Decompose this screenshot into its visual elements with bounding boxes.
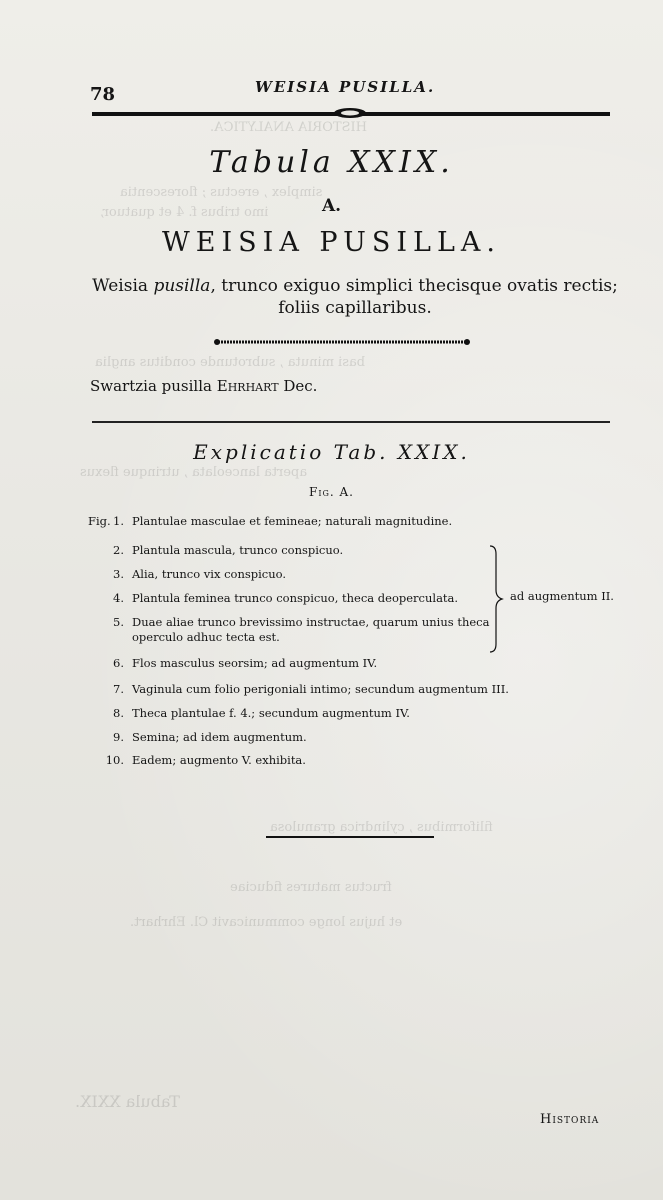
diagnosis-text-line1: , trunco exiguo simplici thecisque ovatis rectis;: [210, 276, 618, 296]
legend-number: 7.: [113, 682, 124, 696]
legend-text: Plantulae masculae et femineae; naturali magnitudine.: [132, 514, 453, 528]
explicatio-title: Explicatio Tab. XXIX.: [193, 440, 470, 464]
legend-number: 6.: [113, 656, 124, 670]
legend-number: 2.: [113, 543, 124, 557]
diagnosis-genus: Weisia: [92, 276, 149, 296]
show-through-text: filiformibus , cylindrica granulosa: [270, 820, 493, 835]
legend-text: Plantula mascula, trunco conspicuo.: [132, 543, 344, 557]
legend-text: operculo adhuc tecta est.: [132, 630, 280, 644]
closing-rule: [266, 836, 434, 838]
synonym-line: [90, 377, 317, 395]
legend-number: 4.: [113, 591, 124, 605]
species-diagnosis: [90, 275, 620, 319]
plate-title: Tabula XXIX.: [209, 145, 454, 180]
catchword: Historia: [540, 1112, 600, 1127]
show-through-text: imo tribus f. 4 et quatuor,: [100, 205, 269, 220]
show-through-text: basi minuta , subrotunde conditus anglia: [95, 355, 366, 370]
plate-letter: A.: [321, 196, 342, 216]
show-through-text: et hujus longe communicavit Cl. Ehrhart.: [130, 915, 403, 930]
synonym-author: Ehrhart: [216, 377, 279, 395]
show-through-text: HISTORIA ANALYTICA.: [210, 120, 367, 135]
legend-text: Plantula feminea trunco conspicuo, theca deoperculata.: [132, 591, 459, 605]
diagnosis-epithet: pusilla: [153, 276, 211, 296]
legend-number: 1.: [113, 514, 124, 528]
synonym-name: Swartzia pusilla: [90, 377, 212, 395]
legend-text: Alia, trunco vix conspicuo.: [132, 567, 287, 581]
legend-number: 5.: [113, 615, 124, 629]
show-through-text: simplex , erectus ; florescentia: [120, 185, 323, 200]
legend-text: Vaginula cum folio perigoniali intimo; secundum augmentum III.: [132, 682, 509, 696]
species-title: WEISIA PUSILLA.: [162, 227, 501, 258]
show-through-text: aperta lanceolata , utrinque flexus: [80, 465, 308, 480]
legend-text: Theca plantulae f. 4.; secundum augmentum IV.: [132, 706, 410, 720]
legend-text: Eadem; augmento V. exhibita.: [132, 753, 306, 767]
section-rule: [92, 421, 610, 423]
legend-number: 3.: [113, 567, 124, 581]
synonym-ref: Dec.: [283, 377, 318, 395]
legend-number: 10.: [105, 753, 124, 767]
legend-text: Semina; ad idem augmentum.: [132, 730, 307, 744]
running-head: WEISIA PUSILLA.: [255, 78, 436, 96]
show-through-text: Tabula XXIX.: [75, 1092, 180, 1111]
legend-number: 9.: [113, 730, 124, 744]
show-through-text: fructus matures fiduciae: [230, 880, 392, 895]
legend-number: 8.: [113, 706, 124, 720]
right-brace-icon: [486, 544, 508, 654]
diagnosis-text-line2: foliis capillaribus.: [278, 298, 432, 318]
legend-text: Duae aliae trunco brevissimo instructae, quarum unius theca: [132, 615, 490, 629]
bracket-label: ad augmentum II.: [510, 589, 614, 603]
header-ornament-icon: [330, 107, 370, 119]
fig-prefix: Fig.: [88, 514, 111, 528]
fig-heading: Fig. A.: [309, 485, 354, 499]
page-number: 78: [90, 84, 116, 105]
ornamental-divider-icon: [212, 337, 472, 347]
legend-text: Flos masculus seorsim; ad augmentum IV.: [132, 656, 378, 670]
